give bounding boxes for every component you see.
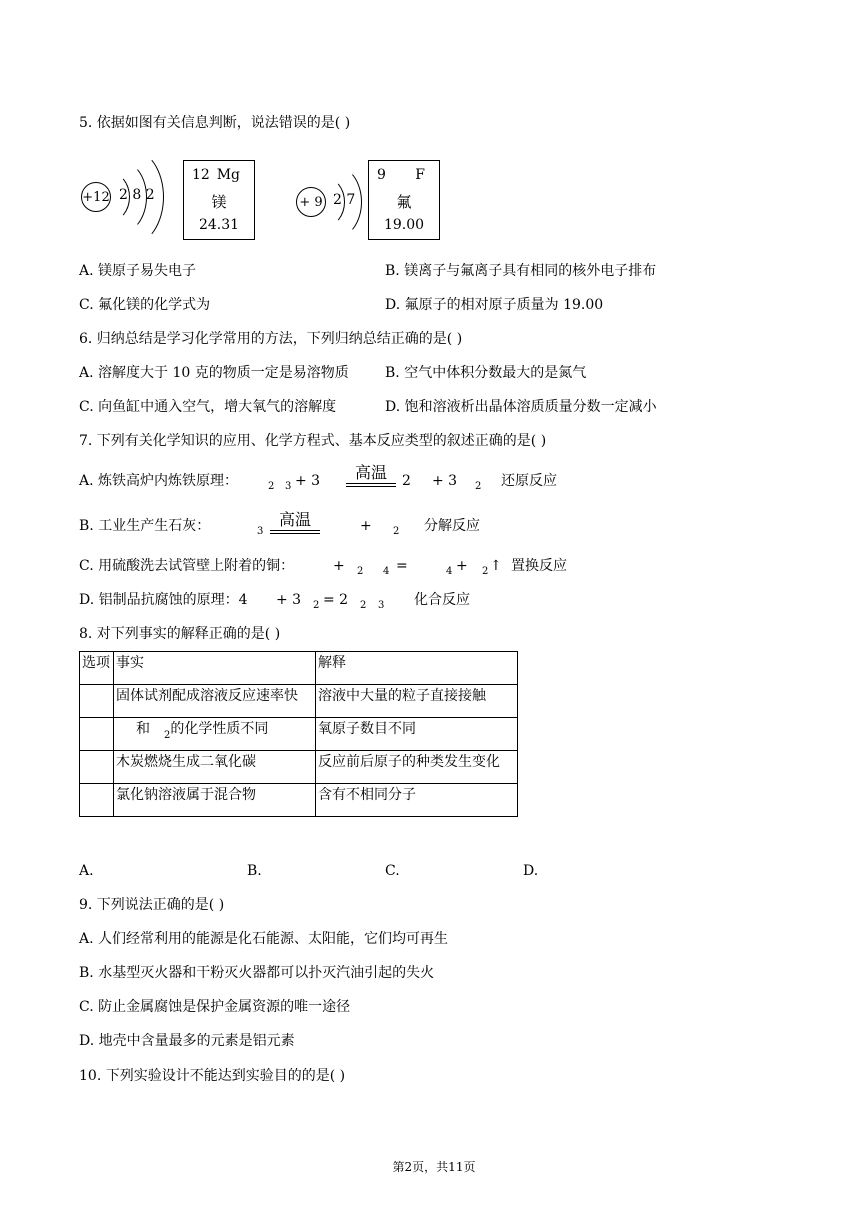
q6-option-b: B. 空气中体积分数最大的是氮气: [385, 365, 587, 381]
q7c-sub4: 2: [482, 566, 489, 577]
q7c-type: 置换反应: [511, 558, 567, 574]
q6-option-c: C. 向鱼缸中通入空气，增大氧气的溶解度: [79, 399, 337, 415]
row-option: [80, 685, 114, 718]
q5-option-c: C. 氟化镁的化学式为: [79, 297, 211, 313]
q6-option-d: D. 饱和溶液析出晶体溶质质量分数一定减小: [385, 399, 657, 415]
q7a-sub1: 2: [268, 481, 275, 492]
q7d-sub2: 2: [360, 600, 367, 611]
mg-name: 镁: [211, 193, 227, 211]
mg-atomic-number: 12: [192, 167, 210, 183]
q7a-plus3: + 3: [295, 473, 321, 489]
q5-option-b: B. 镁离子与氟离子具有相同的核外电子排布: [385, 263, 657, 279]
q7a-label: A. 炼铁高炉内炼铁原理：: [79, 473, 239, 489]
q7b-type: 分解反应: [424, 518, 480, 534]
q7c-arrow: ↑: [490, 558, 502, 574]
row-explain: 含有不相同分子: [316, 784, 518, 817]
q7c-sub2: 4: [383, 566, 390, 577]
q9-option-b: B. 水基型灭火器和干粉灭火器都可以扑灭汽油引起的失火: [79, 965, 435, 981]
header-fact: 事实: [114, 652, 316, 685]
q7d-eq: = 2: [323, 592, 349, 608]
q5-option-a: A. 镁原子易失电子: [79, 263, 197, 279]
mg-element-box: [183, 160, 255, 240]
mg-shells: 2 8 2: [119, 187, 155, 203]
row-fact: 和 $_2$的化学性质不同: [114, 718, 316, 751]
row-explain: 反应前后原子的种类发生变化: [316, 751, 518, 784]
q5-stem: 5. 依据如图有关信息判断，说法错误的是( ): [79, 115, 351, 131]
table-row: [80, 685, 518, 718]
q7c-plus1: +: [333, 558, 345, 574]
q5-option-d: D. 氟原子的相对原子质量为 19.00: [385, 297, 604, 313]
q7a-type: 还原反应: [501, 473, 557, 489]
q8-choice-b: B.: [247, 863, 262, 879]
q8-choice-c: C.: [385, 863, 400, 879]
table-row: [80, 784, 518, 817]
q8-stem: 8. 对下列事实的解释正确的是( ): [79, 626, 281, 642]
q7a-condition: 高温: [346, 460, 396, 487]
q8-choice-d: D.: [523, 863, 539, 879]
f-nucleus: + 9: [296, 187, 326, 217]
row-explain: 溶液中大量的粒子直接接触: [316, 685, 518, 718]
row-option: [80, 784, 114, 817]
q7d-plus: + 3: [276, 592, 302, 608]
q7a-sub3: 2: [475, 481, 482, 492]
row-explain: 氧原子数目不同: [316, 718, 518, 751]
q7c-sub1: 2: [357, 566, 364, 577]
q9-option-c: C. 防止金属腐蚀是保护金属资源的唯一途径: [79, 999, 351, 1015]
row-fact: 固体试剂配成溶液反应速率快: [114, 685, 316, 718]
header-option: 选项: [80, 652, 114, 685]
f-atomic-number: 9: [377, 167, 386, 183]
mg-symbol: Mg: [216, 167, 240, 183]
row-option: [80, 751, 114, 784]
f-symbol: F: [415, 167, 425, 183]
row-fact: 氯化钠溶液属于混合物: [114, 784, 316, 817]
page-footer: 第2页，共11页: [392, 1160, 476, 1174]
q7b-plus: +: [360, 518, 372, 534]
mg-nucleus: +12: [81, 182, 111, 212]
q8-choice-a: A.: [79, 863, 94, 879]
q7b-condition: 高温: [270, 507, 320, 534]
q7b-sub2: 2: [393, 526, 400, 537]
q7c-plus2: +: [456, 558, 468, 574]
q7b-sub1: 3: [257, 526, 264, 537]
q9-option-d: D. 地壳中含量最多的元素是铝元素: [79, 1033, 295, 1049]
f-shells: 2 7: [333, 192, 356, 208]
q7d-type: 化合反应: [414, 592, 470, 608]
q7b-label: B. 工业生产生石灰：: [79, 518, 211, 534]
mg-mass: 24.31: [198, 217, 240, 233]
f-mass: 19.00: [383, 217, 425, 233]
table-row: [80, 718, 518, 751]
q9-option-a: A. 人们经常利用的能源是化石能源、太阳能，它们均可再生: [79, 931, 449, 947]
q9-stem: 9. 下列说法正确的是( ): [79, 897, 225, 913]
q7c-label: C. 用硫酸洗去试管壁上附着的铜：: [79, 558, 295, 574]
q7d-sub3: 3: [378, 600, 385, 611]
row-option: [80, 718, 114, 751]
q7a-plus: + 3: [432, 473, 458, 489]
q7a-right: 2: [402, 473, 411, 489]
q7a-sub2: 3: [285, 481, 292, 492]
q6-option-a: A. 溶解度大于 10 克的物质一定是易溶物质: [79, 365, 349, 381]
q8-table: [79, 651, 518, 817]
q7d-label: D. 铝制品抗腐蚀的原理：4: [79, 592, 248, 608]
q7c-sub3: 4: [446, 566, 453, 577]
q7d-sub1: 2: [313, 600, 320, 611]
header-explain: 解释: [316, 652, 518, 685]
table-row: [80, 751, 518, 784]
q7-stem: 7. 下列有关化学知识的应用、化学方程式、基本反应类型的叙述正确的是( ): [79, 433, 547, 449]
q10-stem: 10. 下列实验设计不能达到实验目的的是( ): [79, 1068, 346, 1084]
row-fact: 木炭燃烧生成二氧化碳: [114, 751, 316, 784]
table-header-row: [80, 652, 518, 685]
q7c-eq: =: [396, 558, 408, 574]
f-name: 氟: [396, 193, 412, 211]
q6-stem: 6. 归纳总结是学习化学常用的方法，下列归纳总结正确的是( ): [79, 331, 463, 347]
f-element-box: [368, 160, 440, 240]
